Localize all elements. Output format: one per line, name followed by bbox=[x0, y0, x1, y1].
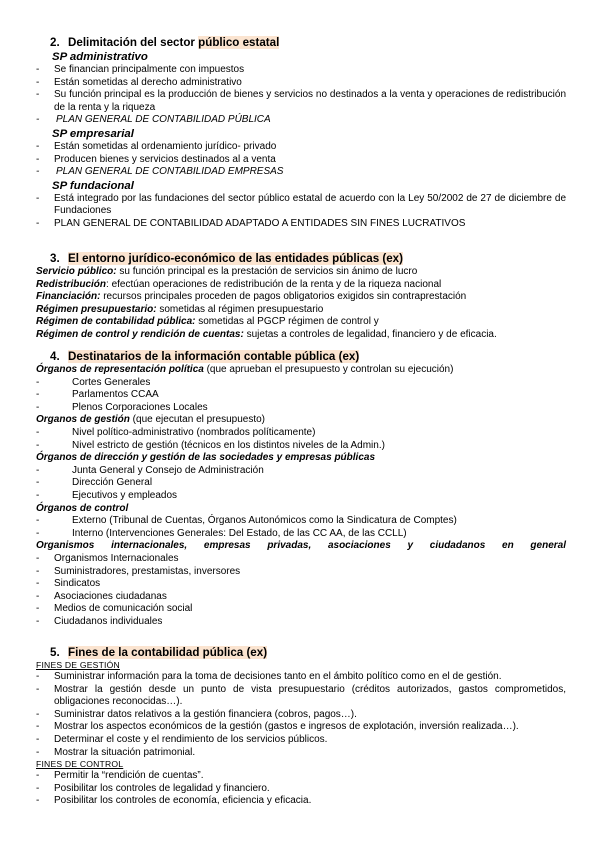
s3-row bbox=[36, 316, 566, 329]
row-label: Régimen de contabilidad pública: bbox=[36, 316, 196, 328]
section-3-heading bbox=[36, 252, 566, 266]
list-item: - Cortes Generales bbox=[36, 377, 566, 390]
list-item: - Están sometidas al derecho administrativo bbox=[36, 77, 566, 90]
group-representacion bbox=[36, 364, 566, 377]
s3-row bbox=[36, 304, 566, 317]
section-5-heading bbox=[36, 646, 566, 660]
s3-row bbox=[36, 266, 566, 279]
group-label: Organos de gestión bbox=[36, 414, 130, 426]
s3-row bbox=[36, 329, 566, 342]
section-5 bbox=[36, 646, 566, 808]
list-item: - Asociaciones ciudadanas bbox=[36, 591, 566, 604]
sp-empresarial-title: SP empresarial bbox=[52, 127, 134, 140]
list-item: - Mostrar los aspectos económicos de la gestión (gastos e ingresos de explotación, inversión realizada…). bbox=[36, 721, 566, 734]
list-item: - Posibilitar los controles de economía, eficiencia y eficacia. bbox=[36, 795, 566, 808]
section-3-number: 3. bbox=[50, 252, 60, 265]
section-4-title: Destinatarios de la información contable pública (ex) bbox=[68, 350, 360, 363]
list-item: - Sindicatos bbox=[36, 578, 566, 591]
list-item: - Permitir la “rendición de cuentas”. bbox=[36, 770, 566, 783]
list-item: - Suministrar datos relativos a la gestión financiera (cobros, pagos…). bbox=[36, 709, 566, 722]
list-item: - Están sometidas al ordenamiento jurídico- privado bbox=[36, 141, 566, 154]
fines-control-label: FINES DE CONTROL bbox=[36, 759, 124, 770]
section-3 bbox=[36, 252, 566, 342]
s3-row bbox=[36, 279, 566, 292]
row-label: Redistribución bbox=[36, 278, 107, 290]
group-label: Órganos de representación política bbox=[36, 364, 204, 375]
section-3-title: El entorno jurídico-económico de las entidades públicas (ex) bbox=[68, 252, 403, 265]
row-text: sujetas a controles de legalidad, financiero y de eficacia. bbox=[243, 328, 497, 340]
row-label: Servicio público: bbox=[36, 266, 117, 277]
list-item: - Mostrar la gestión desde un punto de vista presupuestario (créditos autorizados, gastos comprometidos, obligaciones reconocidas…). bbox=[36, 684, 566, 709]
list-item: - Se financian principalmente con impuestos bbox=[36, 64, 566, 77]
group-label: Organismos internacionales, empresas privadas, asociaciones y ciudadanos en general bbox=[36, 540, 566, 552]
list-item: - Dirección General bbox=[36, 477, 566, 490]
group-label: Órganos de dirección y gestión de las sociedades y empresas públicas bbox=[36, 452, 376, 464]
section-5-title: Fines de la contabilidad pública (ex) bbox=[68, 646, 268, 659]
group-internacionales bbox=[36, 540, 566, 553]
list-item: - Organismos Internacionales bbox=[36, 553, 566, 566]
row-text: : efectúan operaciones de redistribución de la renta y de la riqueza nacional bbox=[106, 278, 442, 290]
group-label: Órganos de control bbox=[36, 502, 129, 514]
section-2-heading bbox=[36, 36, 566, 50]
group-note: (que ejecutan el presupuesto) bbox=[129, 414, 265, 426]
row-text: su función principal es la prestación de servicios sin ánimo de lucro bbox=[116, 266, 418, 277]
plan-admin: - PLAN GENERAL DE CONTABILIDAD PÚBLICA bbox=[36, 114, 566, 127]
row-label: Financiación: bbox=[36, 291, 101, 303]
section-4 bbox=[36, 350, 566, 628]
group-direccion bbox=[36, 452, 566, 465]
row-text: sometidas al PGCP régimen de control y bbox=[195, 316, 379, 328]
fines-gestion-label: FINES DE GESTIÓN bbox=[36, 660, 120, 670]
list-item: - Ejecutivos y empleados bbox=[36, 490, 566, 503]
row-label: Régimen presupuestario: bbox=[36, 303, 157, 315]
plan-empresarial: - PLAN GENERAL DE CONTABILIDAD EMPRESAS bbox=[36, 166, 566, 179]
row-label: Régimen de control y rendición de cuentas: bbox=[36, 328, 244, 340]
section-4-number: 4. bbox=[50, 350, 60, 363]
section-5-number: 5. bbox=[50, 646, 60, 659]
sp-fundacional-title: SP fundacional bbox=[52, 179, 134, 192]
list-item: - Determinar el coste y el rendimiento de los servicios públicos. bbox=[36, 734, 566, 747]
list-item: - Mostrar la situación patrimonial. bbox=[36, 747, 566, 760]
list-item: - Posibilitar los controles de legalidad y financiero. bbox=[36, 783, 566, 796]
list-item: - PLAN GENERAL DE CONTABILIDAD ADAPTADO A ENTIDADES SIN FINES LUCRATIVOS bbox=[36, 218, 566, 231]
list-item: - Está integrado por las fundaciones del sector público estatal de acuerdo con la Ley 50/2002 de 27 de diciembre de Fundaciones bbox=[36, 193, 566, 218]
section-4-heading bbox=[36, 350, 566, 364]
sp-administrativo-title: SP administrativo bbox=[52, 51, 148, 63]
list-item: - Su función principal es la producción de bienes y servicios no destinados a la venta y operaciones de redistribución de la renta y la riqueza bbox=[36, 89, 566, 114]
group-gestion bbox=[36, 414, 566, 427]
list-item: - Parlamentos CCAA bbox=[36, 389, 566, 402]
list-item: - Producen bienes y servicios destinados al a venta bbox=[36, 154, 566, 167]
list-item: - Ciudadanos individuales bbox=[36, 616, 566, 629]
section-2-title: Delimitación del sector bbox=[68, 36, 199, 49]
group-control bbox=[36, 503, 566, 516]
list-item: - Nivel político-administrativo (nombrados políticamente) bbox=[36, 427, 566, 440]
group-note: (que aprueban el presupuesto y controlan su ejecución) bbox=[203, 364, 454, 375]
row-text: sometidas al régimen presupuestario bbox=[156, 303, 324, 315]
section-2-number: 2. bbox=[50, 36, 60, 49]
list-item: - Externo (Tribunal de Cuentas, Órganos Autonómicos como la Sindicatura de Comptes) bbox=[36, 515, 566, 528]
list-item: - Medios de comunicación social bbox=[36, 603, 566, 616]
list-item: - Suministrar información para la toma de decisiones tanto en el ámbito político como en el de gestión. bbox=[36, 671, 566, 684]
section-2-title-highlight: público estatal bbox=[198, 36, 280, 49]
row-text: recursos principales proceden de pagos obligatorios exigidos sin contraprestación bbox=[100, 291, 467, 303]
list-item: - Junta General y Consejo de Administración bbox=[36, 465, 566, 478]
list-item: - Plenos Corporaciones Locales bbox=[36, 402, 566, 415]
s3-row bbox=[36, 291, 566, 304]
list-item: - Nivel estricto de gestión (técnicos en los distintos niveles de la Admin.) bbox=[36, 440, 566, 453]
list-item: - Suministradores, prestamistas, inversores bbox=[36, 566, 566, 579]
list-item: - Interno (Intervenciones Generales: Del Estado, de las CC AA, de las CCLL) bbox=[36, 528, 566, 541]
section-2 bbox=[36, 36, 566, 231]
